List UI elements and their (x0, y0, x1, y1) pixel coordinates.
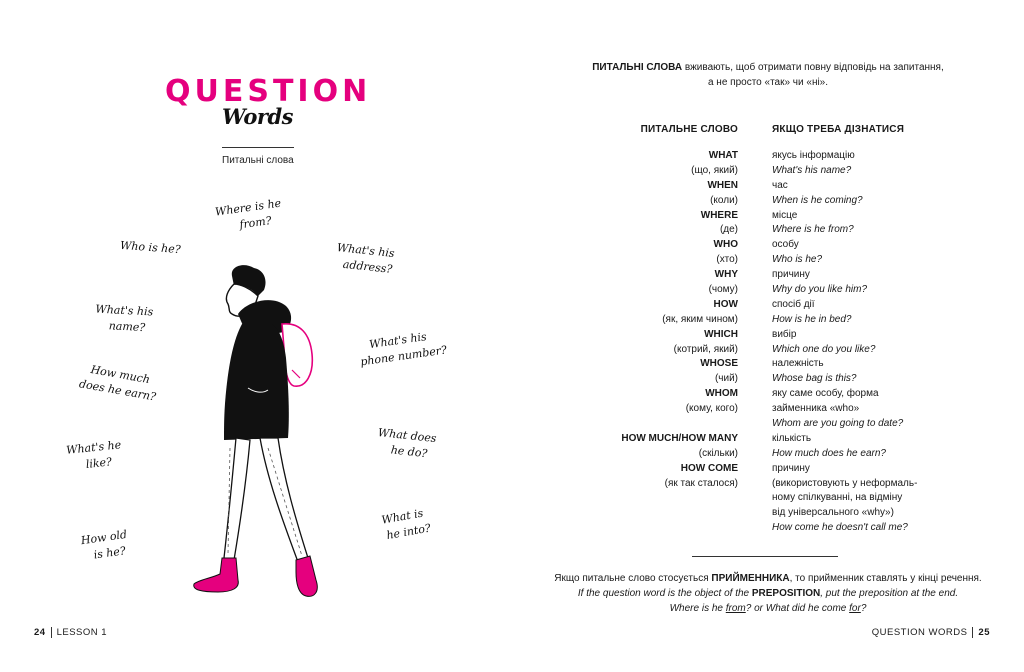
question-word-translation: (чому) (708, 284, 738, 296)
purpose-description: час (772, 179, 788, 191)
example-question: Whom are you going to date? (772, 418, 904, 430)
table-row (512, 238, 1024, 253)
table-row (512, 343, 1024, 358)
table-row (512, 283, 1024, 298)
example-question: How come he doesn't call me? (772, 522, 908, 534)
table-row (512, 402, 1024, 417)
question-word: HOW MUCH/HOW MANY (621, 432, 738, 444)
question-word: WHY (714, 269, 738, 281)
column-header-question-word: ПИТАЛЬНЕ СЛОВО (640, 124, 738, 135)
question-word: WHO (713, 239, 738, 251)
purpose-description: спосіб дії (772, 298, 815, 310)
question-word-translation: (що, який) (691, 164, 738, 176)
table-row (512, 253, 1024, 268)
question-word-translation: (чий) (714, 373, 738, 385)
question-word: WHERE (700, 209, 738, 221)
question-bubble: What's his name? (95, 302, 154, 335)
table-row (512, 432, 1024, 447)
question-word: WHOSE (700, 358, 738, 370)
question-bubble: What's his address? (335, 241, 396, 276)
walking-man-illustration (188, 262, 338, 608)
table-row (512, 149, 1024, 164)
question-word-translation: (як, яким чином) (662, 313, 738, 325)
page-title: QUESTION (165, 74, 372, 109)
example-question: Who is he? (772, 254, 823, 266)
purpose-description: причину (772, 462, 810, 474)
question-bubble: What's his phone number? (352, 330, 448, 370)
question-word: HOW COME (680, 462, 738, 474)
question-bubble: How much does he earn? (78, 363, 157, 404)
question-word-translation: (хто) (716, 254, 738, 266)
example-question: What's his name? (772, 164, 852, 176)
table-row (512, 298, 1024, 313)
question-bubble: What does he do? (377, 426, 438, 461)
question-word-translation: (де) (719, 224, 738, 236)
table-row (512, 209, 1024, 224)
example-question: When is he coming? (772, 194, 863, 206)
table-row (512, 179, 1024, 194)
purpose-description: причину (772, 269, 810, 281)
page-footer-left: 24 LESSON 1 (34, 627, 108, 639)
table-row (512, 462, 1024, 477)
title-divider (222, 147, 294, 148)
example-question: Where is he from? (772, 224, 854, 236)
purpose-description: якусь інформацію (772, 150, 855, 161)
table-row (512, 447, 1024, 462)
example-question: Which one do you like? (772, 343, 876, 355)
preposition-note: Якщо питальне слово стосується ПРИЙМЕННИКА, то прийменник ставлять у кінці речення. If the question word is the object of the PREPOSITION, put the preposition at the end. Where is he from? or What did he come for? (554, 573, 982, 614)
question-bubble: What is he into? (378, 506, 432, 544)
question-word: WHICH (704, 328, 738, 340)
question-word-translation: (коли) (710, 194, 738, 206)
question-word-translation: (скільки) (698, 447, 738, 459)
question-word: HOW (713, 298, 738, 310)
purpose-description: особу (772, 239, 799, 251)
question-word: WHOM (705, 388, 738, 400)
table-row (512, 521, 1024, 536)
table-row (512, 268, 1024, 283)
question-word: WHEN (707, 179, 738, 191)
question-word-table (512, 149, 1024, 536)
table-row (512, 313, 1024, 328)
question-bubble: Who is he? (119, 238, 182, 257)
table-row (512, 328, 1024, 343)
question-bubble: How old is he? (80, 527, 128, 563)
table-row (512, 372, 1024, 387)
example-question: Whose bag is this? (772, 373, 857, 385)
intro-text: ПИТАЛЬНІ СЛОВА вживають, щоб отримати повну відповідь на запитання, а не просто «так» чи «ні». (592, 62, 944, 88)
purpose-description: яку саме особу, форма (772, 388, 879, 400)
question-bubble: What's he like? (65, 438, 122, 472)
right-page (512, 0, 1024, 672)
table-row (512, 417, 1024, 432)
table-row (512, 506, 1024, 521)
example-question: Why do you like him? (772, 284, 868, 296)
example-question: How is he in bed? (772, 313, 852, 325)
table-row (512, 194, 1024, 209)
question-bubble: Where is he from? (214, 196, 282, 233)
question-word-translation: (кому, кого) (685, 403, 738, 415)
purpose-description: кількість (772, 432, 812, 444)
column-header-purpose: ЯКЩО ТРЕБА ДІЗНАТИСЯ (772, 124, 905, 135)
page-footer-right: QUESTION WORDS 25 (871, 627, 990, 639)
purpose-description: від універсального «why») (772, 507, 894, 519)
table-row (512, 477, 1024, 492)
purpose-description: ному спілкуванні, на відміну (772, 492, 903, 504)
question-word-translation: (котрий, який) (673, 343, 738, 355)
left-page: QUESTION Words Питальні слова Where is he from? Who is he? What's his address? What's his name? What's his phone number? How much does he earn? What does he do? What's he like? What is he into? How old is he? 24 LESSON 1 (34, 74, 448, 639)
example-question: How much does he earn? (772, 447, 886, 459)
table-row (512, 164, 1024, 179)
purpose-description: (використовують у неформаль- (772, 477, 918, 489)
table-row (512, 357, 1024, 372)
table-row (512, 491, 1024, 506)
question-word: WHAT (708, 150, 738, 161)
page-subtitle: Words (222, 104, 293, 129)
question-word-translation: (як так сталося) (664, 477, 738, 489)
footer-divider (692, 556, 838, 557)
table-row (512, 387, 1024, 402)
purpose-description: належність (772, 358, 824, 370)
purpose-description: вибір (772, 328, 797, 340)
table-row (512, 223, 1024, 238)
purpose-description: займенника «who» (772, 403, 860, 415)
purpose-description: місце (772, 209, 798, 221)
